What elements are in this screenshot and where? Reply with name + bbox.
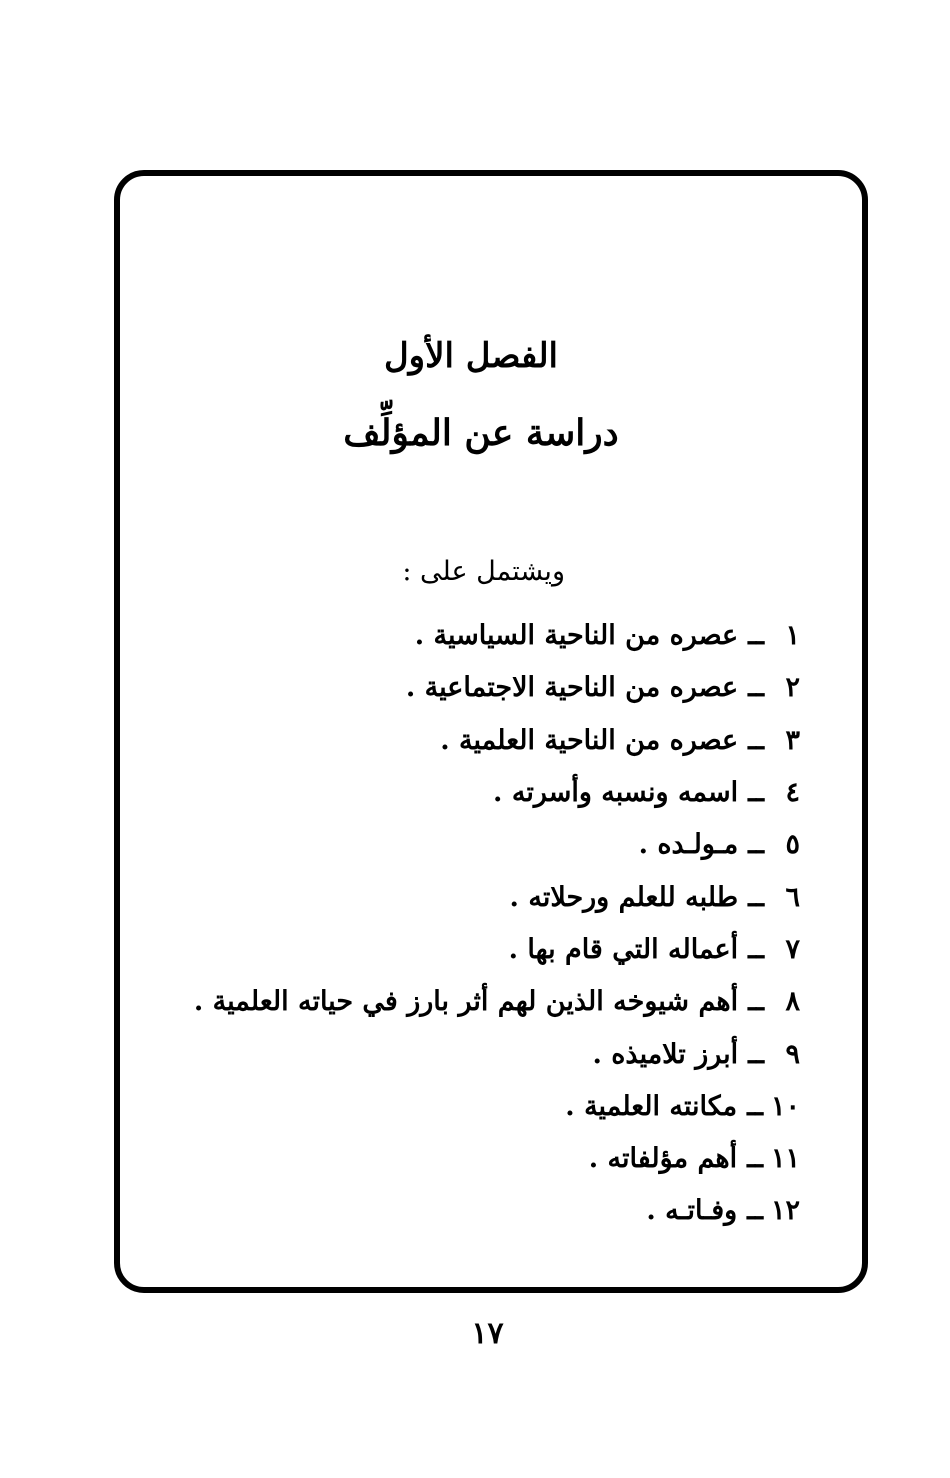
list-item [194,871,800,923]
intro-text: ويشتمل على : [402,556,565,587]
item-text: أهم شيوخه الذين لهم أثر بارز في حياته العلمية . [193,986,739,1018]
item-dash: ــ [748,672,764,704]
list-item [194,715,800,767]
item-number: ٨ [785,986,800,1018]
item-number: ١٢ [770,1195,800,1227]
item-dash: ــ [748,1038,764,1070]
item-dash: ــ [748,881,764,913]
contents-list [194,610,800,1238]
list-item [194,819,800,871]
item-text: مـولـده . [638,829,739,861]
item-text: عصره من الناحية الاجتماعية . [405,672,739,704]
item-dash: ــ [748,986,764,1018]
list-item [194,1081,800,1133]
list-item [194,662,800,714]
list-item [194,610,800,662]
item-text: وفـاتـه . [646,1195,738,1227]
list-item [194,976,800,1028]
item-dash: ــ [748,829,764,861]
item-number: ٥ [785,829,800,861]
chapter-subtitle: دراسة عن المؤلِّف [343,412,619,454]
item-number: ٩ [785,1038,800,1070]
item-dash: ــ [748,933,764,965]
list-item [194,1185,800,1237]
item-text: أعماله التي قام بها . [508,933,739,965]
item-dash: ــ [748,620,764,652]
item-text: مكانته العلمية . [565,1090,738,1122]
item-text: أبرز تلاميذه . [592,1038,739,1070]
list-item [194,1133,800,1185]
list-item [194,924,800,976]
page-number: ١٧ [471,1316,504,1351]
item-number: ١٠ [770,1090,800,1122]
item-number: ١١ [770,1143,800,1175]
item-number: ١ [785,620,800,652]
item-number: ٣ [785,724,800,756]
list-item [194,1028,800,1080]
item-number: ٧ [785,933,800,965]
item-number: ٢ [785,672,800,704]
item-text: أهم مؤلفاته . [588,1143,738,1175]
item-dash: ــ [747,1143,763,1175]
item-dash: ــ [748,724,764,756]
chapter-title: الفصل الأول [383,336,559,376]
list-item [194,767,800,819]
item-dash: ــ [747,1195,763,1227]
item-dash: ــ [747,1090,763,1122]
item-dash: ــ [748,777,764,809]
item-number: ٤ [785,777,800,809]
item-text: اسمه ونسبه وأسرته . [493,777,739,809]
item-text: عصره من الناحية العلمية . [440,724,739,756]
item-text: عصره من الناحية السياسية . [414,620,739,652]
item-text: طلبه للعلم ورحلاته . [509,881,739,913]
item-number: ٦ [785,881,800,913]
